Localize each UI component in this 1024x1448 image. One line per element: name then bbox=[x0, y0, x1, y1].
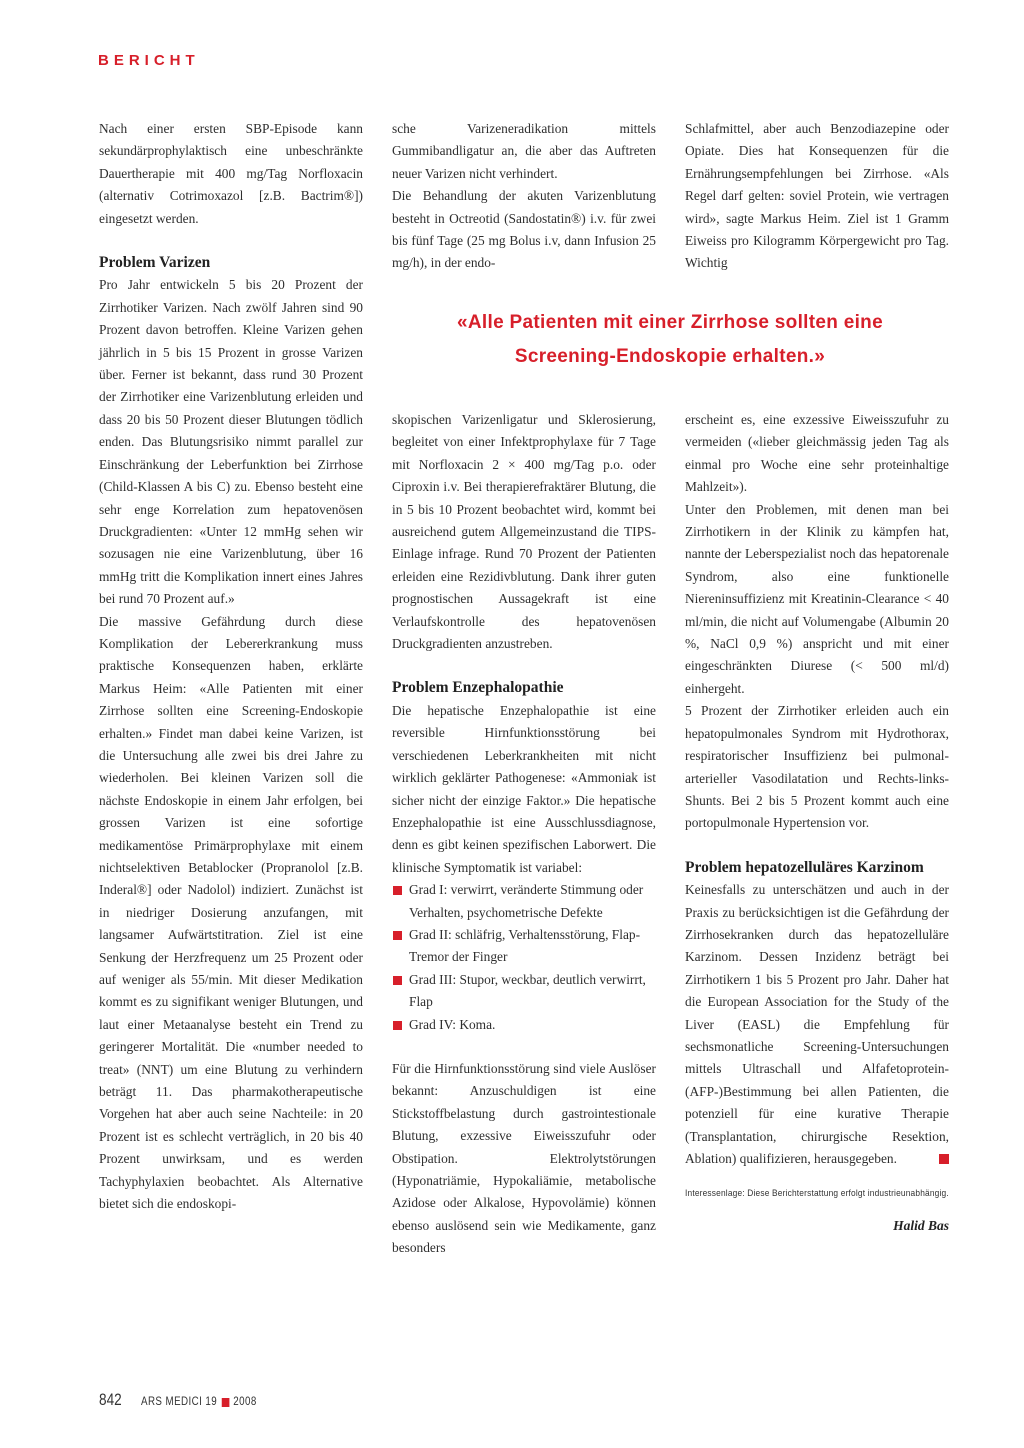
list-item: Grad II: schläfrig, Verhaltensstörung, Flap-Tremor der Finger bbox=[392, 924, 656, 969]
grade-list bbox=[392, 879, 656, 1036]
paragraph: Keinesfalls zu unterschätzen und auch in der Praxis zu berücksichtigen ist die Gefährdung der Zirrhosekranken durch das hepatozelluläre Karzinom. Dessen Inzidenz beträgt bei Zirrhotikern 1 bis 5 Prozent pro Jahr. Daher hat die European Association for the Study of the Liver (EASL) die Empfehlung für sechsmonatliche Screening-Untersuchungen mittels Ultraschall und Alfafetoprotein-(AFP-)Bestimmung bei allen Patienten, die potenziell für eine kurative Therapie (Transplantation, chirurgische Resektion, Ablation) qualifizieren, herausgegeben. bbox=[685, 882, 949, 1166]
column-1 bbox=[99, 118, 363, 1216]
section-label: BERICHT bbox=[98, 52, 200, 69]
paragraph: 5 Prozent der Zirrhotiker erleiden auch ein hepatopulmonales Syndrom mit Hydrothorax, respiratorischer Insuffizienz bei pulmonal-arterieller Vasodilatation und Rechts-links-Shunts. Bei 2 bis 5 Prozent kommt auch eine portopulmonale Hypertension vor. bbox=[685, 703, 949, 831]
list-item: Grad IV: Koma. bbox=[392, 1014, 656, 1036]
list-item: Grad III: Stupor, weckbar, deutlich verwirrt, Flap bbox=[392, 969, 656, 1014]
journal-year: 2008 bbox=[233, 1396, 258, 1408]
paragraph: Unter den Problemen, mit denen man bei Zirrhotikern in der Klinik zu kämpfen hat, nannte der Leberspezialist noch das hepatorenale Syndrom, also eine funktionelle Niereninsuffizienz mit Kreatinin-Clearance < 40 ml/min, die nicht auf Volumengabe (Albumin 20 %, NaCl 0,9 %) anspricht und mit einer eingeschränkten Diurese (< 500 ml/d) einhergeht. bbox=[685, 501, 949, 696]
pull-quote-line-2: Screening-Endoskopie erhalten.» bbox=[514, 346, 826, 367]
paragraph: Nach einer ersten SBP-Episode kann sekundärprophylaktisch eine unbeschränkte Dauertherapie mit 400 mg/Tag Norfloxacin (alternativ Cotrimoxazol [z.B. Bactrim®]) eingesetzt werden. bbox=[99, 121, 363, 226]
page-number: 842 bbox=[99, 1390, 122, 1409]
paragraph: Schlafmittel, aber auch Benzodiazepine oder Opiate. Dies hat Konsequenzen für die Ernährungsempfehlungen bei Zirrhose. «Als Regel darf gelten: soviel Protein, wie vertragen wird», sagte Markus Heim. Ziel ist 1 Gramm Eiweiss pro Kilogramm Körpergewicht pro Tag. Wichtig bbox=[685, 121, 949, 271]
heading-problem-karzinom: Problem hepatozelluläres Karzinom bbox=[685, 858, 924, 876]
journal-info bbox=[141, 1396, 257, 1408]
column-3-top bbox=[685, 118, 949, 275]
author-byline: Halid Bas bbox=[893, 1218, 949, 1234]
paragraph: skopischen Varizenligatur und Sklerosierung, begleitet von einer Infektprophylaxe für 7 Tage mit Norfloxacin 2 × 400 mg/Tag p.o. oder Ciproxin i.v. Bei therapierefraktärer Blutung, die in 5 bis 10 Prozent beobachtet wird, kommt bei ausreichend gutem Allgemeinzustand die TIPS-Einlage infrage. Rund 70 Prozent der Patienten erleiden eine Rezidivblutung. Dank ihrer guten prognostischen Aussagekraft ist eine Verlaufskontrolle des hepatovenösen Druckgradienten anzustreben. bbox=[392, 412, 656, 652]
heading-problem-enzephalopathie: Problem Enzephalopathie bbox=[392, 679, 564, 697]
pull-quote bbox=[392, 306, 948, 374]
column-2-bottom bbox=[392, 409, 656, 1260]
paragraph: Die massive Gefährdung durch diese Komplikation der Lebererkrankung muss praktische Konsequenzen haben, erklärte Markus Heim: «Alle Patienten mit einer Zirrhose sollten eine Screening-Endoskopie erhalten.» Findet man dabei keine Varizen, ist die Untersuchung alle zwei bis drei Jahre zu wiederholen. Bei kleinen Varizen soll die nächste Endoskopie in einem Jahr erfolgen, bei grossen Varizen ist eine sofortige medikamentöse Primärprophylaxe mit einem nichtselektiven Betablocker (Propranolol [z.B. Inderal®] oder Nadolol) indiziert. Zunächst ist in niedriger Dosierung anzufangen, mit langsamer Aufwärtstitration. Ziel ist eine Senkung der Herzfrequenz um 25 Prozent oder auf weniger als 55/min. Mit dieser Medikation kommt es zu signifikant weniger Blutungen, und laut einer Metaanalyse besteht ein Trend zu geringerer Mortalität. Die «number needed to treat» (NNT) um eine Blutung zu verhindern beträgt 11. Das pharmakotherapeutische Vorgehen hat aber auch seine Nachteile: in 20 Prozent ist es schlecht verträglich, in 20 bis 40 Prozent unwirksam, und es werden Tachyphylaxien beobachtet. Als Alternative bietet sich die endoskopi- bbox=[99, 613, 363, 1212]
pull-quote-line-1: «Alle Patienten mit einer Zirrhose sollten eine bbox=[457, 312, 883, 333]
bullet-square-icon bbox=[393, 931, 402, 940]
separator-square-icon bbox=[222, 1398, 230, 1407]
list-item: Grad I: verwirrt, veränderte Stimmung oder Verhalten, psychometrische Defekte bbox=[392, 879, 656, 924]
heading-problem-varizen: Problem Varizen bbox=[99, 254, 211, 272]
end-mark-square-icon bbox=[939, 1154, 949, 1164]
bullet-square-icon bbox=[393, 1021, 402, 1030]
disclosure-note: Interessenlage: Diese Berichterstattung erfolgt industrieunabhängig. bbox=[685, 1188, 949, 1200]
column-2-top bbox=[392, 118, 656, 275]
paragraph: erscheint es, eine exzessive Eiweisszufuhr zu vermeiden («lieber gleichmässig jeden Tag als einmal pro Woche eine sehr proteinhaltige Mahlzeit»). bbox=[685, 412, 949, 495]
journal-name: ARS MEDICI 19 bbox=[141, 1396, 218, 1408]
paragraph: Für die Hirnfunktionsstörung sind viele Auslöser bekannt: Anzuschuldigen ist eine Stickstoffbelastung durch gastrointestionale Blutung, exzessive Eiweisszufuhr oder Obstipation. Elektrolytstörungen (Hyponatriämie, Hypokaliämie, metabolische Azidose oder Alkalose, Hypovolämie) können ebenso auslösend sein wie Medikamente, ganz besonders bbox=[392, 1060, 656, 1256]
paragraph: sche Varizeneradikation mittels Gummibandligatur an, die aber das Auftreten neuer Varizen nicht verhindert. bbox=[392, 121, 656, 181]
bullet-square-icon bbox=[393, 976, 402, 985]
bullet-square-icon bbox=[393, 886, 402, 895]
page-footer bbox=[99, 1390, 278, 1410]
paragraph: Pro Jahr entwickeln 5 bis 20 Prozent der Zirrhotiker Varizen. Nach zwölf Jahren sind 90 Prozent davon betroffen. Kleine Varizen gehen jährlich in 5 bis 15 Prozent in grosse Varizen über. Ferner ist bekannt, dass rund 30 Prozent der Zirrhotiker eine Varizenblutung erleiden und dass 20 bis 50 Prozent dieser Blutungen tödlich enden. Das Blutungsrisiko nimmt parallel zur Einschränkung der Leberfunktion bei Zirrhose (Child-Klassen A bis C) zu. Ebenso besteht eine sehr enge Korrelation zum hepatovenösen Druckgradienten: «Unter 12 mmHg sehen wir sozusagen nie eine Varizenblutung, über 16 mmHg tritt die Komplikation innert eines Jahres bei rund 70 Prozent auf.» bbox=[99, 277, 363, 607]
column-3-bottom bbox=[685, 409, 949, 1238]
paragraph: Die hepatische Enzephalopathie ist eine reversible Hirnfunktionsstörung bei verschiedenen Leberkrankheiten mit nicht wirklich geklärter Pathogenese: «Ammoniak ist sicher nicht der einzige Faktor.» Die hepatische Enzephalopathie ist eine Ausschlussdiagnose, denn es gibt keinen spezifischen Laborwert. Die klinische Symptomatik ist variabel: bbox=[392, 702, 656, 875]
paragraph: Die Behandlung der akuten Varizenblutung besteht in Octreotid (Sandostatin®) i.v. für zwei bis fünf Tage (25 mg Bolus i.v, dann Infusion 25 mg/h), in der endo- bbox=[392, 188, 656, 271]
